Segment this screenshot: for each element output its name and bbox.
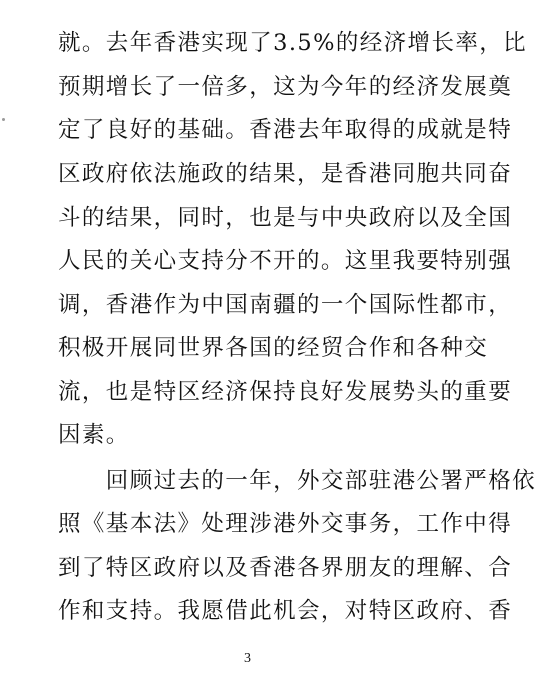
margin-mark (2, 118, 5, 121)
text-line: 回顾过去的一年，外交部驻港公署严格依 (58, 468, 536, 494)
text-line: 到了特区政府以及香港各界朋友的理解、合 (58, 555, 513, 581)
text-line: 调，香港作为中国南疆的一个国际性都市， (58, 292, 513, 318)
page-number: 3 (244, 651, 251, 666)
text-line: 就。去年香港实现了3.5%的经济增长率，比 (58, 30, 528, 56)
text-line: 因素。 (58, 422, 130, 448)
text-line: 预期增长了一倍多，这为今年的经济发展奠 (58, 74, 513, 100)
text-line: 斗的结果，同时，也是与中央政府以及全国 (58, 205, 513, 231)
text-line: 定了良好的基础。香港去年取得的成就是特 (58, 117, 513, 143)
text-line: 作和支持。我愿借此机会，对特区政府、香 (58, 598, 513, 624)
text-line: 积极开展同世界各国的经贸合作和各种交 (58, 335, 489, 361)
text-line: 照《基本法》处理涉港外交事务，工作中得 (58, 511, 513, 537)
text-line: 区政府依法施政的结果，是香港同胞共同奋 (58, 161, 513, 187)
text-line: 人民的关心支持分不开的。这里我要特别强 (58, 248, 513, 274)
text-line: 流，也是特区经济保持良好发展势头的重要 (58, 379, 513, 405)
